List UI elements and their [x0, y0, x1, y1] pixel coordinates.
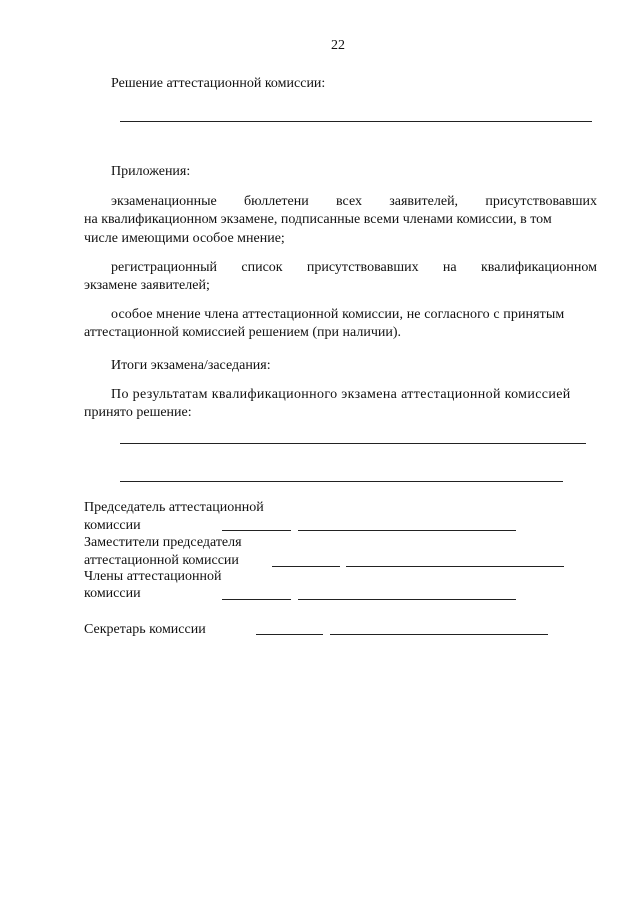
decision-fill-line — [120, 121, 592, 122]
attachment-item-3-line-2: аттестационной комиссией решением (при наличии). — [84, 325, 402, 340]
secretary-signature-line — [256, 634, 323, 635]
word: присутствовавших — [306, 260, 419, 275]
attachment-item-3-line-1: особое мнение члена аттестационной комиссии, не согласного с принятым — [111, 307, 565, 322]
results-line-1: По результатам квалификационного экзамена аттестационной комиссией — [111, 387, 571, 402]
deputies-label-line-2: аттестационной комиссии — [84, 553, 239, 568]
word: всех — [336, 194, 362, 209]
secretary-name-line — [330, 634, 548, 635]
attachment-item-1-line-1 — [111, 194, 597, 210]
members-name-line — [298, 599, 516, 600]
attachment-item-1-line-3: числе имеющими особое мнение; — [84, 231, 285, 246]
deputies-label-line-1: Заместители председателя — [84, 535, 242, 550]
members-signature-line — [222, 599, 291, 600]
word: квалификационном — [480, 260, 597, 275]
word: список — [241, 260, 283, 275]
decision-label: Решение аттестационной комиссии: — [111, 76, 326, 91]
attachments-heading: Приложения: — [111, 164, 191, 179]
members-label-line-2: комиссии — [84, 586, 141, 601]
results-line-2: принято решение: — [84, 405, 192, 420]
chair-name-line — [298, 530, 516, 531]
results-heading: Итоги экзамена/заседания: — [111, 358, 271, 373]
attachment-item-2-line-2: экзамене заявителей; — [84, 278, 210, 293]
word: присутствовавших — [485, 194, 597, 209]
attachment-item-1-line-2: на квалификационном экзамене, подписанные всеми членами комиссии, в том — [84, 212, 552, 227]
members-label-line-1: Члены аттестационной — [84, 569, 222, 584]
word: на — [442, 260, 457, 275]
word: регистрационный — [111, 260, 218, 275]
attachment-item-2-line-1 — [111, 260, 597, 276]
page-number: 22 — [331, 38, 345, 53]
word: заявителей, — [389, 194, 459, 209]
results-fill-line-1 — [120, 443, 586, 444]
word: бюллетени — [244, 194, 309, 209]
results-fill-line-2 — [120, 481, 563, 482]
word: экзаменационные — [111, 194, 217, 209]
chair-label-line-1: Председатель аттестационной — [84, 500, 264, 515]
chair-signature-line — [222, 530, 291, 531]
deputies-name-line — [346, 566, 564, 567]
secretary-label: Секретарь комиссии — [84, 622, 206, 637]
deputies-signature-line — [272, 566, 340, 567]
chair-label-line-2: комиссии — [84, 518, 141, 533]
